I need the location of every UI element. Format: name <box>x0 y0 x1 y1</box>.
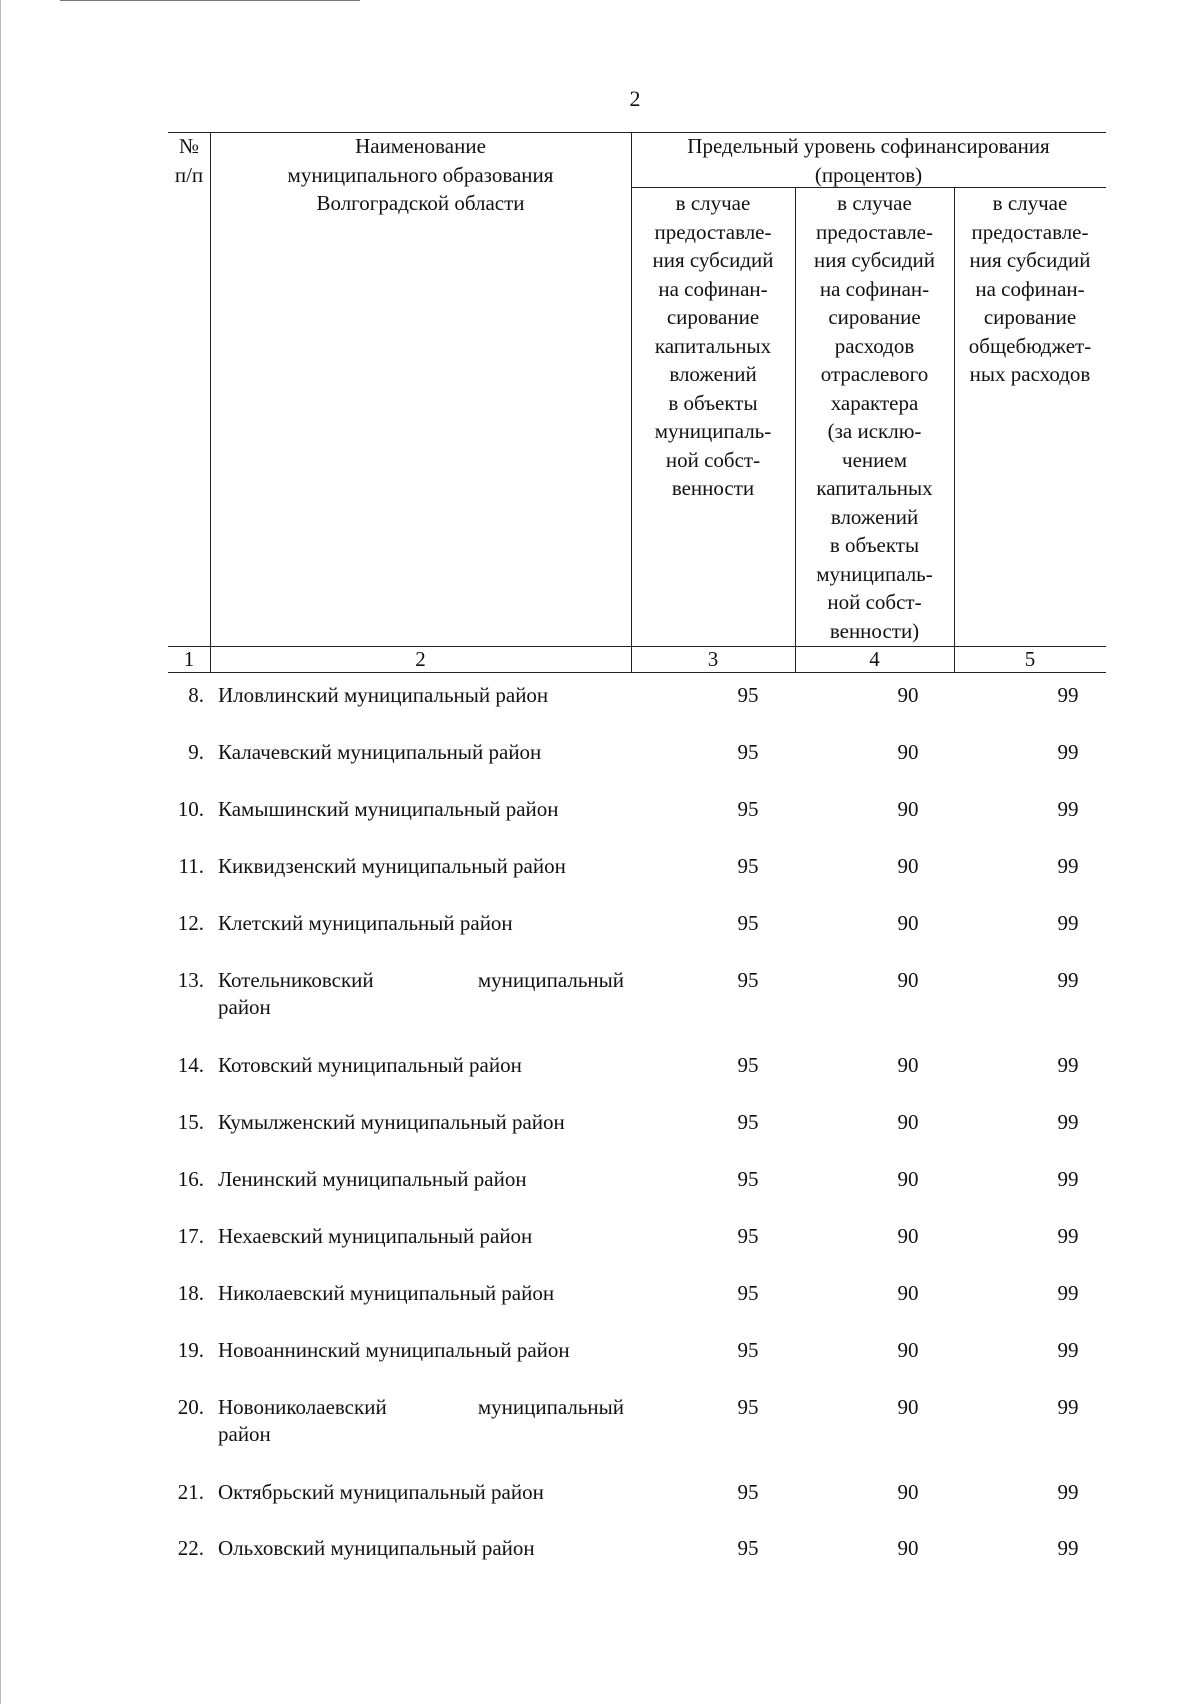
header-group <box>631 132 1106 189</box>
header-col4-line: в объекты <box>829 533 920 557</box>
header-col3-line: предоставле- <box>654 219 772 244</box>
scan-artifact-line <box>60 0 360 1</box>
row-index: 8. <box>188 683 204 707</box>
header-col3-line: ния субсидий <box>652 248 774 272</box>
cofinancing-capital: 95 <box>737 797 759 821</box>
header-col3-line: муниципаль- <box>654 419 772 443</box>
municipality-name-continued: район <box>218 995 271 1019</box>
municipality-name: Иловлинский муниципальный район <box>218 683 549 707</box>
header-col4-line: (за исклю- <box>827 419 922 443</box>
header-name-line: Волгоградской области <box>316 191 525 215</box>
cofinancing-general: 99 <box>1057 1536 1079 1560</box>
municipality-name: Нехаевский муниципальный район <box>218 1224 533 1248</box>
cofinancing-sectoral: 90 <box>897 1167 919 1191</box>
column-number-5: 5 <box>1024 647 1036 671</box>
row-index: 10. <box>177 797 204 821</box>
cofinancing-general: 99 <box>1057 1480 1079 1504</box>
municipality-name: Ольховский муниципальный район <box>218 1536 535 1560</box>
header-group-line: Предельный уровень софинансирования <box>687 134 1050 158</box>
header-col4-line: муниципаль- <box>816 561 933 586</box>
header-col5-line: на софинан- <box>975 276 1085 301</box>
municipality-name: Ленинский муниципальный район <box>218 1167 527 1191</box>
cofinancing-sectoral: 90 <box>897 740 919 764</box>
column-number-bottom-rule <box>168 672 1106 673</box>
cofinancing-capital: 95 <box>737 1281 759 1305</box>
cofinancing-general: 99 <box>1057 797 1079 821</box>
header-col3-line: в случае <box>675 191 751 215</box>
header-col4-line: в случае <box>837 191 912 215</box>
cofinancing-sectoral: 90 <box>897 1224 919 1248</box>
header-name-line: Наименование <box>355 134 486 158</box>
header-col4-line: ной собст- <box>827 590 922 614</box>
header-col4-line: отраслевого <box>820 362 929 386</box>
row-index: 22. <box>177 1536 204 1560</box>
municipality-name: Котельниковский муниципальный <box>218 968 624 992</box>
cofinancing-general: 99 <box>1057 1281 1079 1305</box>
cofinancing-general: 99 <box>1057 911 1079 935</box>
row-index: 17. <box>177 1224 204 1248</box>
municipality-name: Камышинский муниципальный район <box>218 797 559 821</box>
cofinancing-general: 99 <box>1057 1053 1079 1077</box>
cofinancing-capital: 95 <box>737 1338 759 1362</box>
cofinancing-general: 99 <box>1057 740 1079 764</box>
cofinancing-capital: 95 <box>737 1167 759 1191</box>
header-number-line: № <box>178 134 200 158</box>
cofinancing-general: 99 <box>1057 1338 1079 1362</box>
column-number-4: 4 <box>869 647 880 671</box>
header-col3-line: венности <box>671 476 755 500</box>
cofinancing-general: 99 <box>1057 968 1079 992</box>
cofinancing-sectoral: 90 <box>897 1110 919 1134</box>
header-col4-line: характера <box>830 390 919 415</box>
municipality-name: Киквидзенский муниципальный район <box>218 854 566 878</box>
row-index: 12. <box>177 911 204 935</box>
row-index: 13. <box>177 968 204 992</box>
cofinancing-general: 99 <box>1057 1224 1079 1248</box>
cofinancing-general: 99 <box>1057 854 1079 878</box>
municipality-name: Октябрьский муниципальный район <box>218 1480 544 1504</box>
header-col5-line: ных расходов <box>969 362 1091 386</box>
cofinancing-capital: 95 <box>737 1395 759 1419</box>
cofinancing-capital: 95 <box>737 911 759 935</box>
cofinancing-capital: 95 <box>737 854 759 878</box>
municipality-name: Новониколаевский муниципальный <box>218 1395 624 1419</box>
cofinancing-capital: 95 <box>737 1480 759 1504</box>
header-col4-line: сирование <box>828 305 921 329</box>
municipality-name-continued: район <box>218 1422 271 1446</box>
row-index: 15. <box>177 1110 204 1134</box>
header-col3 <box>631 189 795 503</box>
table-header <box>168 132 1106 672</box>
cofinancing-general: 99 <box>1057 1110 1079 1134</box>
cofinancing-sectoral: 90 <box>897 911 919 935</box>
cofinancing-sectoral: 90 <box>897 854 919 878</box>
row-index: 9. <box>188 740 204 764</box>
header-col5-line: ния субсидий <box>969 248 1091 272</box>
header-col3-line: сирование <box>666 305 760 329</box>
header-col5-line: сирование <box>983 305 1077 329</box>
row-index: 21. <box>177 1480 204 1504</box>
cofinancing-general: 99 <box>1057 1167 1079 1191</box>
row-index: 16. <box>177 1167 204 1191</box>
row-index: 20. <box>177 1395 204 1419</box>
cofinancing-general: 99 <box>1057 1395 1079 1419</box>
column-number-3: 3 <box>707 647 719 671</box>
row-index: 11. <box>178 854 204 878</box>
header-col4 <box>795 189 954 645</box>
cofinancing-sectoral: 90 <box>897 797 919 821</box>
header-col4-line: венности) <box>829 618 920 643</box>
header-number <box>168 132 210 189</box>
header-col4-line: расходов <box>834 333 915 358</box>
row-index: 19. <box>177 1338 204 1362</box>
header-name-line: муниципального образования <box>287 162 554 187</box>
column-number-2: 2 <box>415 647 426 671</box>
cofinancing-capital: 95 <box>737 683 759 707</box>
scan-edge <box>0 0 1 1704</box>
municipality-name: Калачевский муниципальный район <box>218 740 542 764</box>
municipality-name: Котовский муниципальный район <box>218 1053 522 1077</box>
cofinancing-general: 99 <box>1057 683 1079 707</box>
municipality-name: Новоаннинский муниципальный район <box>218 1338 570 1362</box>
header-col5-line: общебюджет- <box>968 333 1092 358</box>
header-col5-line: в случае <box>992 191 1068 215</box>
cofinancing-capital: 95 <box>737 1224 759 1248</box>
header-col3-line: в объекты <box>668 390 758 415</box>
cofinancing-capital: 95 <box>737 968 759 992</box>
header-col4-line: чением <box>842 447 907 472</box>
cofinancing-sectoral: 90 <box>897 1281 919 1305</box>
cofinancing-sectoral: 90 <box>897 1536 919 1560</box>
header-col3-line: ной собст- <box>665 447 761 472</box>
header-number-line: п/п <box>174 162 204 187</box>
municipality-name: Николаевский муниципальный район <box>218 1281 555 1305</box>
header-col5-line: предоставле- <box>971 219 1089 244</box>
header-col4-line: на софинан- <box>819 276 930 301</box>
header-col3-line: на софинан- <box>658 276 768 301</box>
header-col3-line: капитальных <box>654 333 772 358</box>
municipality-name: Клетский муниципальный район <box>218 911 513 935</box>
row-index: 18. <box>177 1281 204 1305</box>
row-index: 14. <box>177 1053 204 1077</box>
cofinancing-capital: 95 <box>737 1110 759 1134</box>
cofinancing-capital: 95 <box>737 740 759 764</box>
header-col4-line: капитальных <box>816 476 933 500</box>
header-group-line: (процентов) <box>814 162 923 187</box>
cofinancing-sectoral: 90 <box>897 683 919 707</box>
header-col3-line: вложений <box>669 362 757 386</box>
cofinancing-capital: 95 <box>737 1536 759 1560</box>
header-col4-line: вложений <box>830 504 919 529</box>
cofinancing-sectoral: 90 <box>897 968 919 992</box>
cofinancing-sectoral: 90 <box>897 1338 919 1362</box>
header-col5 <box>954 189 1106 389</box>
cofinancing-sectoral: 90 <box>897 1053 919 1077</box>
header-col4-line: ния субсидий <box>813 248 936 272</box>
column-number-1: 1 <box>183 647 195 671</box>
cofinancing-capital: 95 <box>737 1053 759 1077</box>
cofinancing-sectoral: 90 <box>897 1395 919 1419</box>
cofinancing-sectoral: 90 <box>897 1480 919 1504</box>
municipality-name: Кумылженский муниципальный район <box>218 1110 565 1134</box>
header-col4-line: предоставле- <box>816 219 933 244</box>
header-name <box>210 132 631 218</box>
page-number: 2 <box>629 86 641 111</box>
